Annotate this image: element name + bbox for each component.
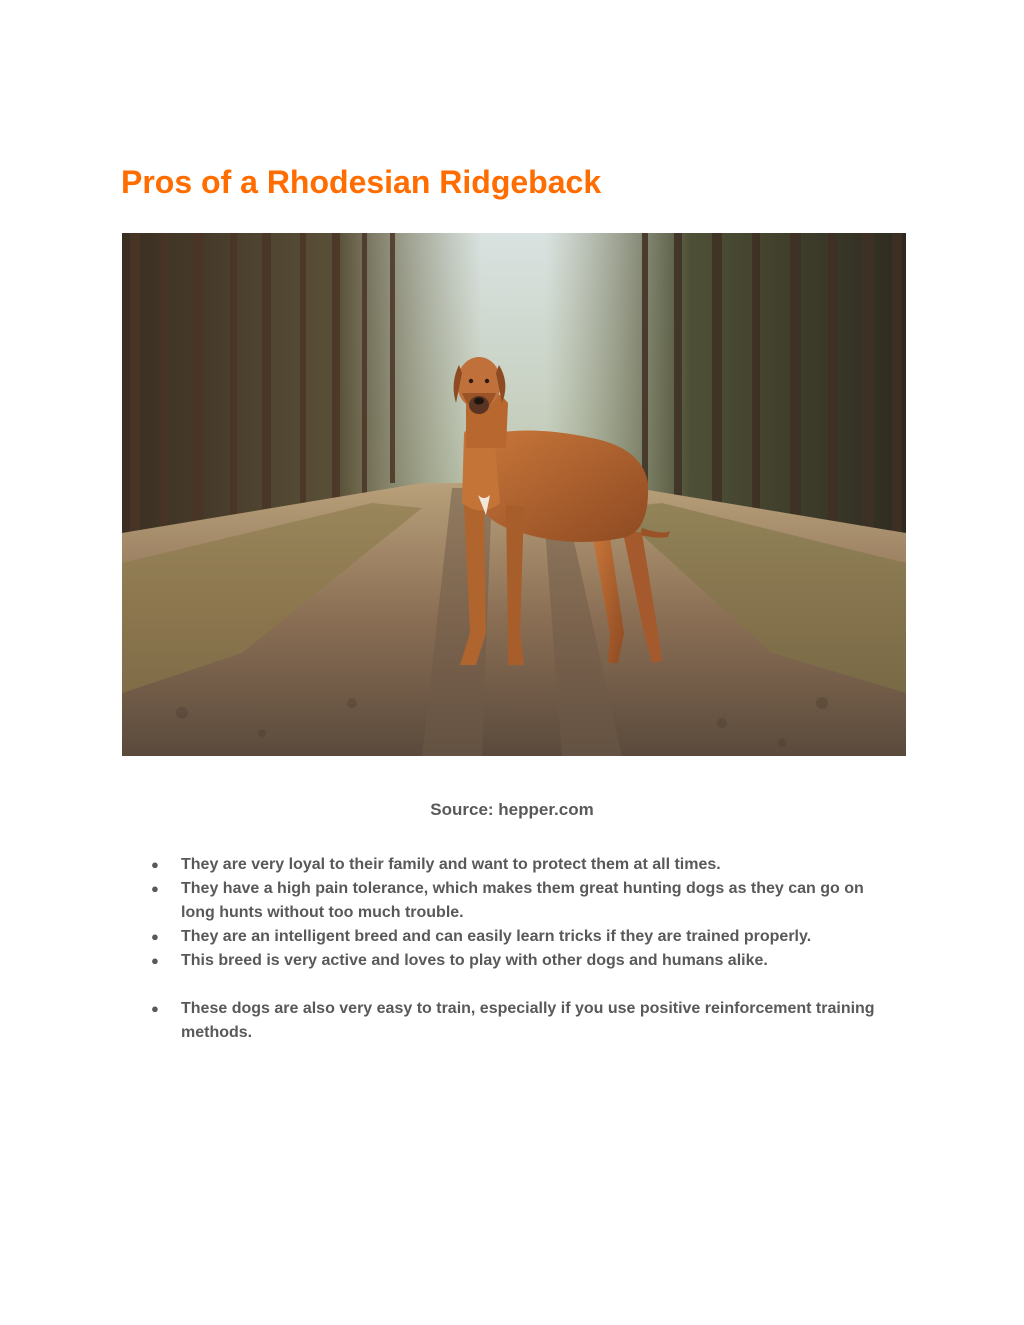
bullet-icon: ● [151, 881, 159, 896]
list-item [0, 997, 891, 1045]
list-item-text: This breed is very active and loves to play with other dogs and humans alike. [181, 952, 768, 969]
bullet-icon: ● [151, 929, 159, 944]
bullet-icon: ● [151, 857, 159, 872]
bullet-icon: ● [151, 1001, 159, 1016]
image-source-caption: Source: hepper.com [430, 800, 594, 819]
page-title: Pros of a Rhodesian Ridgeback [121, 164, 602, 200]
list-item [0, 949, 891, 973]
bullet-icon: ● [151, 953, 159, 968]
list-item-text: They have a high pain tolerance, which makes them great hunting dogs as they can go on long hunts without too much trouble. [181, 880, 864, 921]
list-item [0, 877, 891, 925]
list-item [0, 853, 891, 877]
pros-list [0, 853, 1024, 1045]
list-item [0, 925, 891, 949]
list-item-text: They are an intelligent breed and can easily learn tricks if they are trained properly. [181, 928, 812, 945]
dog-photo [122, 233, 906, 756]
list-item-text: They are very loyal to their family and want to protect them at all times. [181, 856, 721, 873]
list-item-text: These dogs are also very easy to train, especially if you use positive reinforcement training methods. [181, 1000, 875, 1041]
